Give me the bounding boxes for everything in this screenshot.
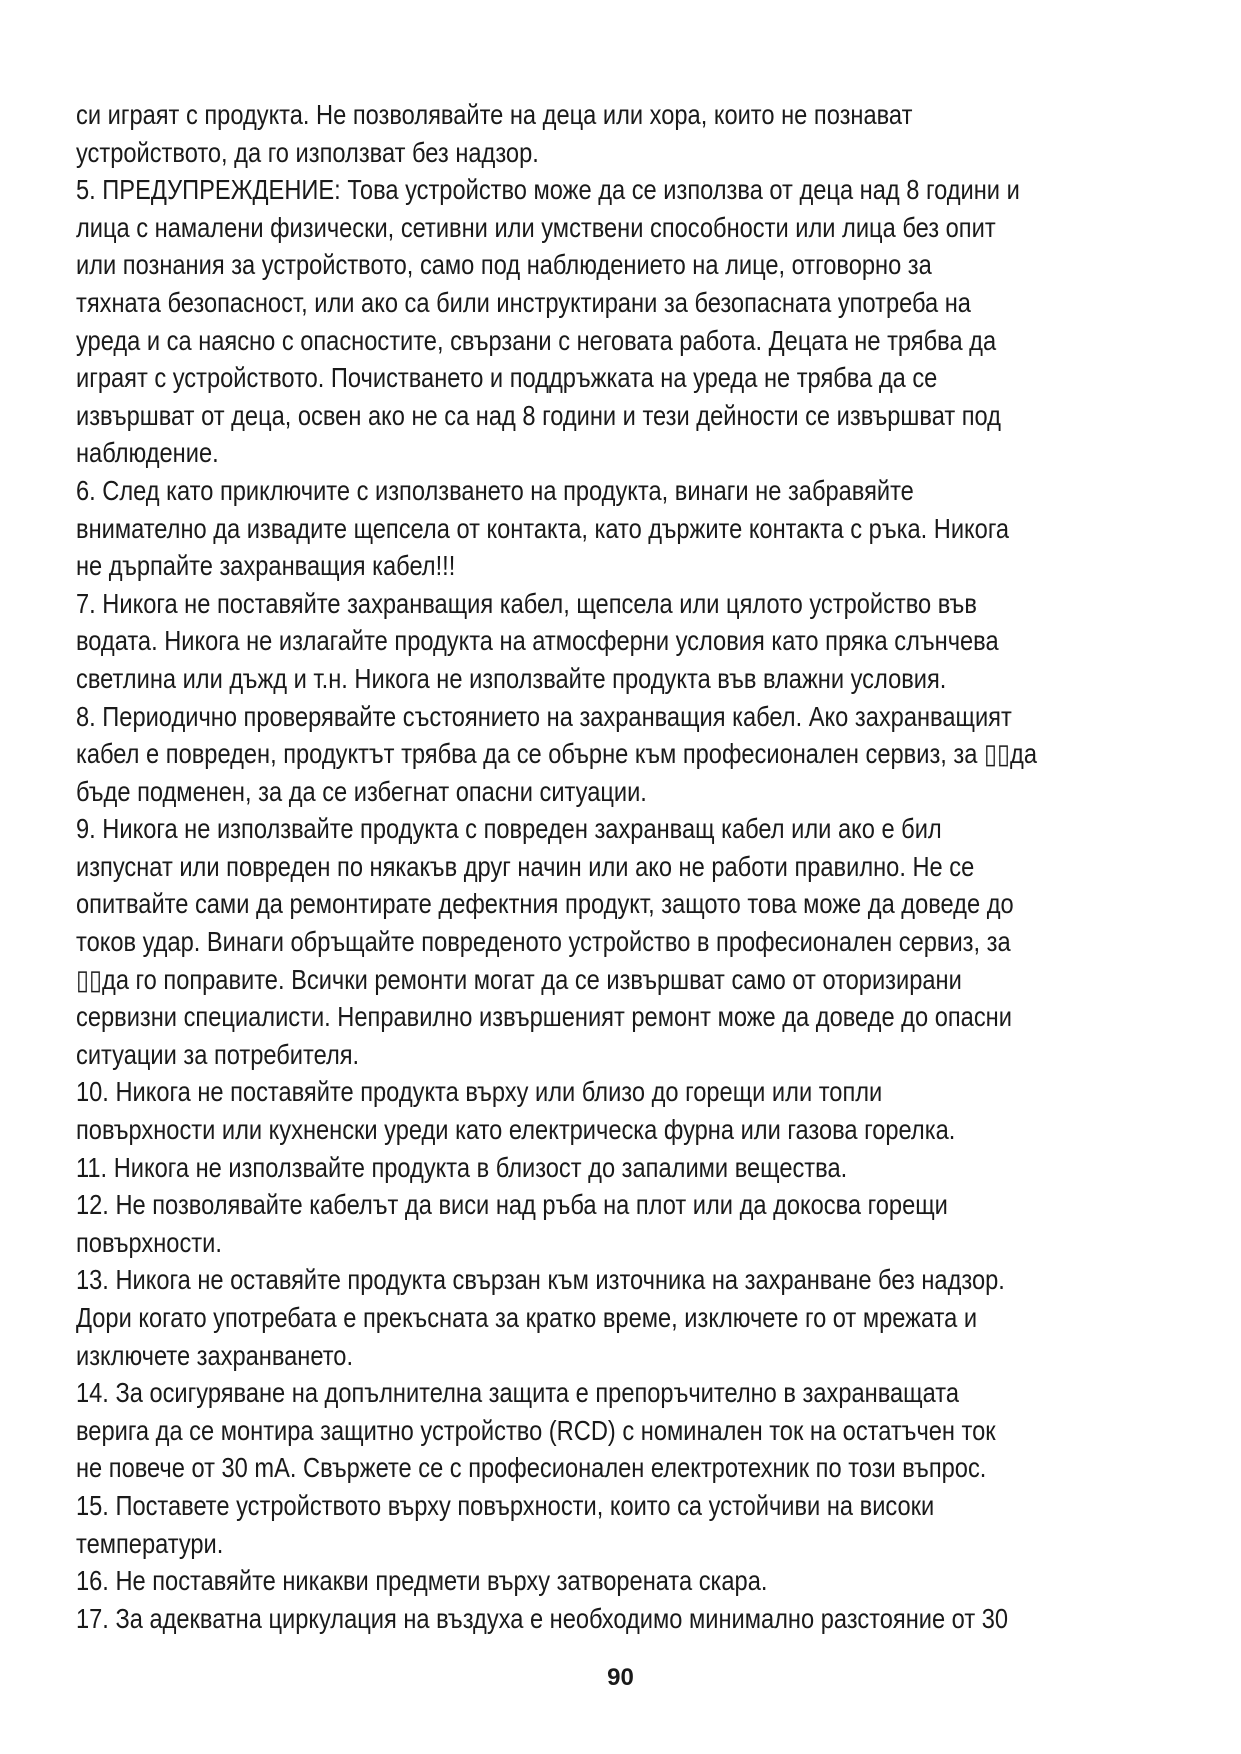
text-line: сервизни специалисти. Неправилно извършеният ремонт може да доведе до опасни (76, 1001, 1012, 1033)
text-line: кабел е повреден, продуктът трябва да се обърне към професионален сервиз, за ▯▯да (76, 738, 1037, 770)
text-line: 12. Не позволявайте кабелът да виси над ръба на плот или да докосва горещи (76, 1189, 948, 1221)
text-line: верига да се монтира защитно устройство (RCD) с номинален ток на остатъчен ток (76, 1414, 996, 1446)
text-line: тяхната безопасност, или ако са били инструктирани за безопасната употреба на (76, 286, 971, 318)
text-line: 13. Никога не оставяйте продукта свързан към източника на захранване без надзор. (76, 1264, 1005, 1296)
text-line: повърхности. (76, 1226, 222, 1258)
text-line: бъде подменен, за да се избегнат опасни ситуации. (76, 775, 647, 807)
text-line: опитвайте сами да ремонтирате дефектния продукт, защото това може да доведе до (76, 888, 1014, 920)
text-line: 15. Поставете устройството върху повърхности, които са устойчиви на високи (76, 1489, 935, 1521)
text-line: водата. Никога не излагайте продукта на атмосферни условия като пряка слънчева (76, 625, 999, 657)
text-line: не повече от 30 mA. Свържете се с професионален електротехник по този въпрос. (76, 1452, 987, 1484)
text-line: извършват от деца, освен ако не са над 8 години и тези дейности се извършват под (76, 399, 1001, 431)
document-body (76, 96, 1037, 1637)
text-line: изключете захранването. (76, 1339, 354, 1371)
text-line: си играят с продукта. Не позволявайте на деца или хора, които не познават (76, 99, 913, 130)
text-line: 6. След като приключите с използването на продукта, винаги не забравяйте (76, 474, 914, 506)
text-line: внимателно да извадите щепсела от контакта, като държите контакта с ръка. Никога (76, 512, 1010, 544)
text-line: 8. Периодично проверявайте състоянието на захранващия кабел. Ако захранващият (76, 700, 1012, 732)
text-line: светлина или дъжд и т.н. Никога не използвайте продукта във влажни условия. (76, 662, 947, 694)
text-line: устройството, да го използват без надзор. (76, 136, 539, 168)
text-line: 17. За адекватна циркулация на въздуха е необходимо минимално разстояние от 30 (76, 1602, 1009, 1634)
text-line: 11. Никога не използвайте продукта в близост до запалими вещества. (76, 1151, 848, 1183)
text-line: изпуснат или повреден по някакъв друг начин или ако не работи правилно. Не се (76, 850, 975, 882)
text-line: 5. ПРЕДУПРЕЖДЕНИЕ: Това устройство може да се използва от деца над 8 години и (76, 174, 1020, 206)
text-line: играят с устройството. Почистването и поддръжката на уреда не трябва да се (76, 362, 938, 394)
text-line: наблюдение. (76, 437, 219, 469)
text-line: температури. (76, 1527, 224, 1559)
text-line: Дори когато употребата е прекъсната за кратко време, изключете го от мрежата и (76, 1302, 978, 1333)
text-line: или познания за устройството, само под наблюдението на лице, отговорно за (76, 249, 932, 281)
text-line: повърхности или кухненски уреди като електрическа фурна или газова горелка. (76, 1114, 956, 1146)
text-line: не дърпайте захранващия кабел!!! (76, 550, 456, 582)
page-number: 90 (607, 1664, 634, 1691)
text-line: 7. Никога не поставяйте захранващия кабел, щепсела или цялото устройство във (76, 587, 977, 619)
text-line: уреда и са наясно с опасностите, свързани с неговата работа. Децата не трябва да (76, 324, 997, 356)
text-line: ▯▯да го поправите. Всички ремонти могат да се извършват само от оторизирани (76, 963, 962, 995)
text-line: токов удар. Винаги обръщайте повреденото устройство в професионален сервиз, за (76, 926, 1011, 958)
text-line: лица с намалени физически, сетивни или умствени способности или лица без опит (76, 211, 996, 243)
text-line: 14. За осигуряване на допълнителна защита е препоръчително в захранващата (76, 1377, 960, 1409)
text-line: 16. Не поставяйте никакви предмети върху затворената скара. (76, 1565, 768, 1597)
text-line: 9. Никога не използвайте продукта с повреден захранващ кабел или ако е бил (76, 813, 942, 845)
text-line: 10. Никога не поставяйте продукта върху или близо до горещи или топли (76, 1076, 883, 1108)
text-line: ситуации за потребителя. (76, 1038, 360, 1070)
